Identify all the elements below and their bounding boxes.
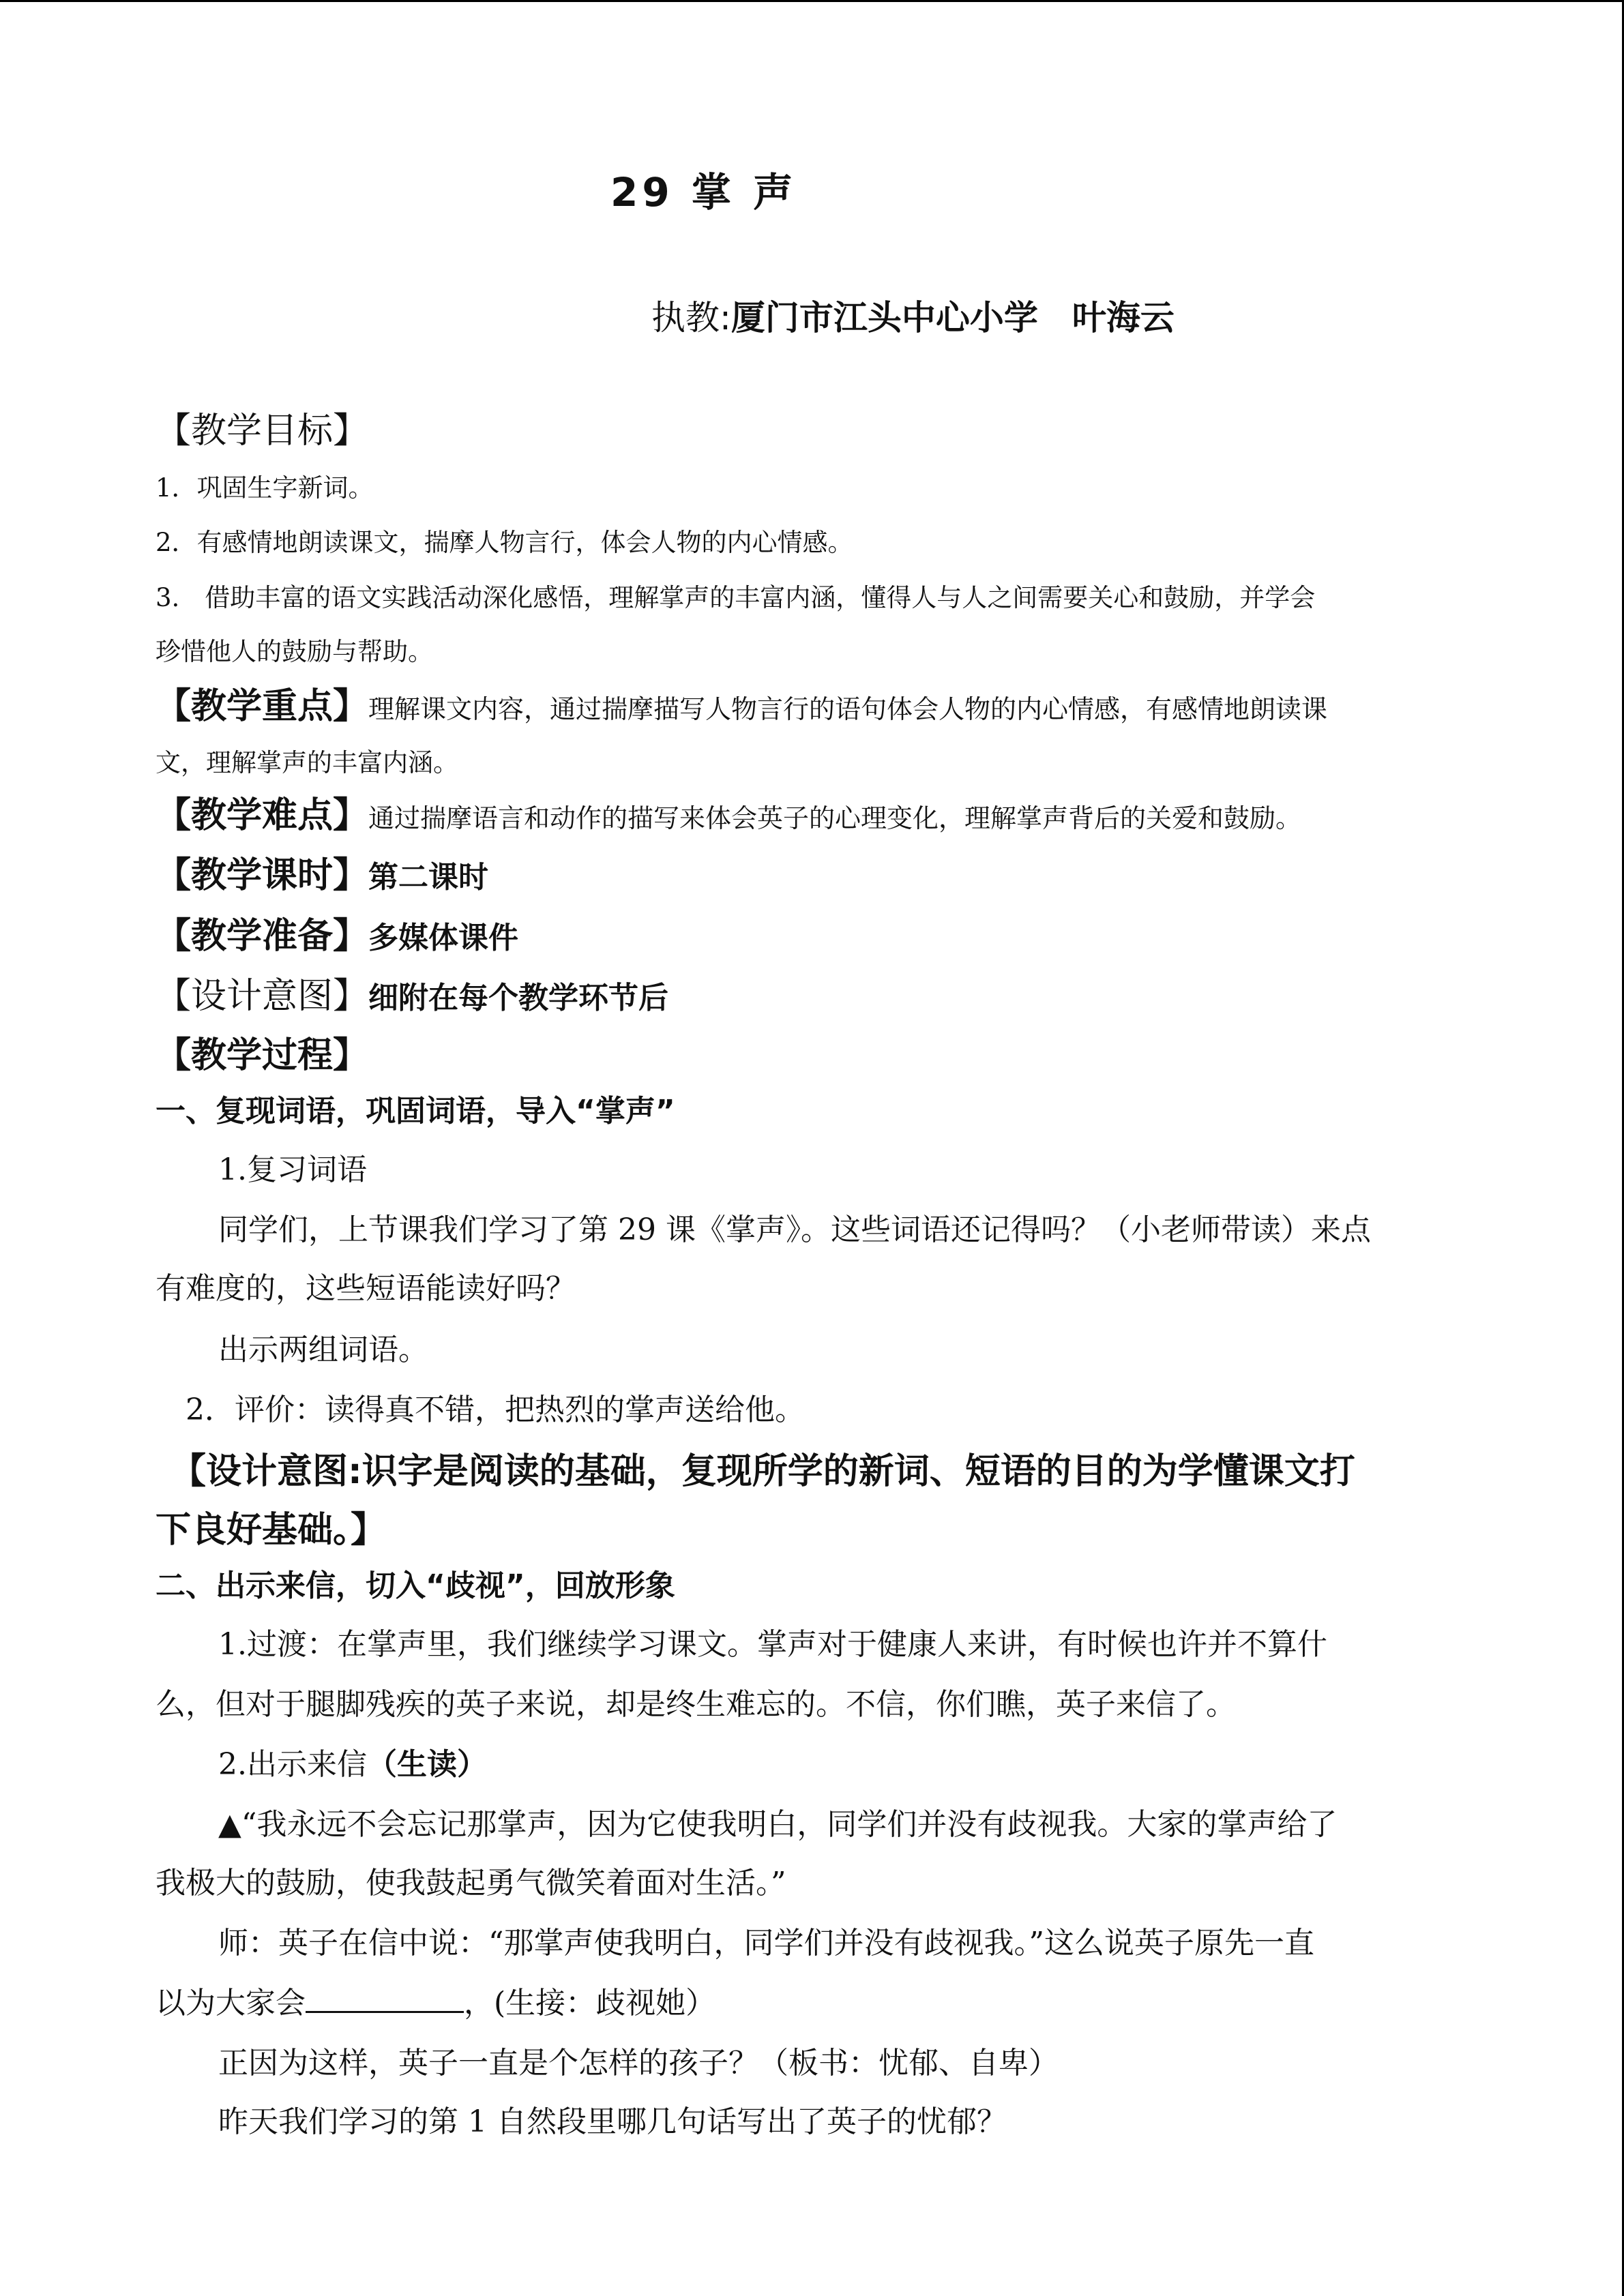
part1-para1-line2: 有难度的，这些短语能读好吗？ <box>156 1271 576 1306</box>
key-points-line1 <box>156 677 1327 728</box>
key-points-line2: 文，理解掌声的丰富内涵。 <box>156 748 458 777</box>
part1-para2: 出示两组词语。 <box>218 1332 428 1367</box>
part1-intent-line2: 下良好基础。】 <box>156 1510 387 1551</box>
part1-para1-line1: 同学们，上节课我们学习了第 29 课《掌声》。这些词语还记得吗？（小老师带读）来点 <box>218 1212 1371 1247</box>
design-intent-text: 细附在每个教学环节后 <box>368 981 669 1015</box>
objective-item: 2．有感情地朗读课文，揣摩人物言行，体会人物的内心情感。 <box>156 528 853 557</box>
part1-step1: 1.复习词语 <box>218 1152 367 1187</box>
part2-teacher-line2 <box>156 1978 715 2022</box>
lesson-time-heading: 【教学课时】 <box>156 855 369 896</box>
key-points-text: 理解课文内容，通过揣摩描写人物言行的语句体会人物的内心情感，有感情地朗读课 <box>368 694 1328 724</box>
design-intent-heading: 【设计意图】 <box>156 976 369 1017</box>
design-intent-line <box>156 967 668 1018</box>
part2-heading: 二、出示来信，切入“歧视”，回放形象 <box>156 1568 675 1603</box>
part2-step1-line1: 1.过渡：在掌声里，我们继续学习课文。掌声对于健康人来讲，有时候也许并不算什 <box>218 1627 1327 1662</box>
objective-item: 珍惜他人的鼓励与帮助。 <box>156 637 433 666</box>
part2-step2 <box>218 1740 487 1783</box>
part2-quote-line1: ▲“我永远不会忘记那掌声，因为它使我明白，同学们并没有歧视我。大家的掌声给了 <box>218 1807 1338 1842</box>
part2-teacher-line2-suffix: ，(生接：歧视她） <box>464 1986 716 2021</box>
objectives-heading: 【教学目标】 <box>156 411 369 451</box>
part2-teacher-line1: 师：英子在信中说：“那掌声使我明白，同学们并没有歧视我。”这么说英子原先一直 <box>218 1926 1314 1960</box>
objective-item: 1．巩固生字新词。 <box>156 473 374 503</box>
difficulties-text: 通过揣摩语言和动作的描写来体会英子的心理变化，理解掌声背后的关爱和鼓励。 <box>368 803 1302 833</box>
part2-line-b: 昨天我们学习的第 1 自然段里哪几句话写出了英子的忧郁？ <box>218 2104 1007 2139</box>
part2-step2-prefix: 2.出示来信 <box>218 1747 367 1782</box>
difficulties-line <box>156 786 1301 837</box>
page-title: 29 掌 声 <box>610 169 797 215</box>
preparation-text: 多媒体课件 <box>368 921 519 955</box>
key-points-heading: 【教学重点】 <box>156 686 369 727</box>
part1-heading: 一、复现词语，巩固词语，导入“掌声” <box>156 1094 675 1129</box>
difficulties-heading: 【教学难点】 <box>156 795 369 836</box>
part2-line-a: 正因为这样，英子一直是个怎样的孩子？（板书：忧郁、自卑） <box>218 2046 1059 2081</box>
preparation-line <box>156 907 518 958</box>
part1-step2: 2．评价：读得真不错，把热烈的掌声送给他。 <box>186 1392 805 1427</box>
part1-intent-line1: 【设计意图:识字是阅读的基础，复现所学的新词、短语的目的为学懂课文打 <box>171 1451 1355 1492</box>
part2-teacher-line2-prefix: 以为大家会 <box>156 1986 306 2021</box>
process-heading: 【教学过程】 <box>156 1035 369 1076</box>
teacher-label: 执教: <box>651 298 731 338</box>
teacher-school-name: 厦门市江头中心小学 叶海云 <box>730 298 1175 338</box>
part2-step1-line2: 么，但对于腿脚残疾的英子来说，却是终生难忘的。不信，你们瞧，英子来信了。 <box>156 1687 1236 1722</box>
part2-quote-line2: 我极大的鼓励，使我鼓起勇气微笑着面对生活。” <box>156 1866 786 1900</box>
part2-step2-bold: （生读） <box>366 1747 487 1782</box>
objective-item: 3. 借助丰富的语文实践活动深化感悟，理解掌声的丰富内涵，懂得人与人之间需要关心和鼓励，并学会 <box>156 583 1316 612</box>
lesson-time-text: 第二课时 <box>368 860 489 895</box>
teacher-line <box>651 290 1175 340</box>
fill-in-blank <box>306 1984 464 2013</box>
lesson-time-line <box>156 846 488 897</box>
preparation-heading: 【教学准备】 <box>156 916 369 957</box>
